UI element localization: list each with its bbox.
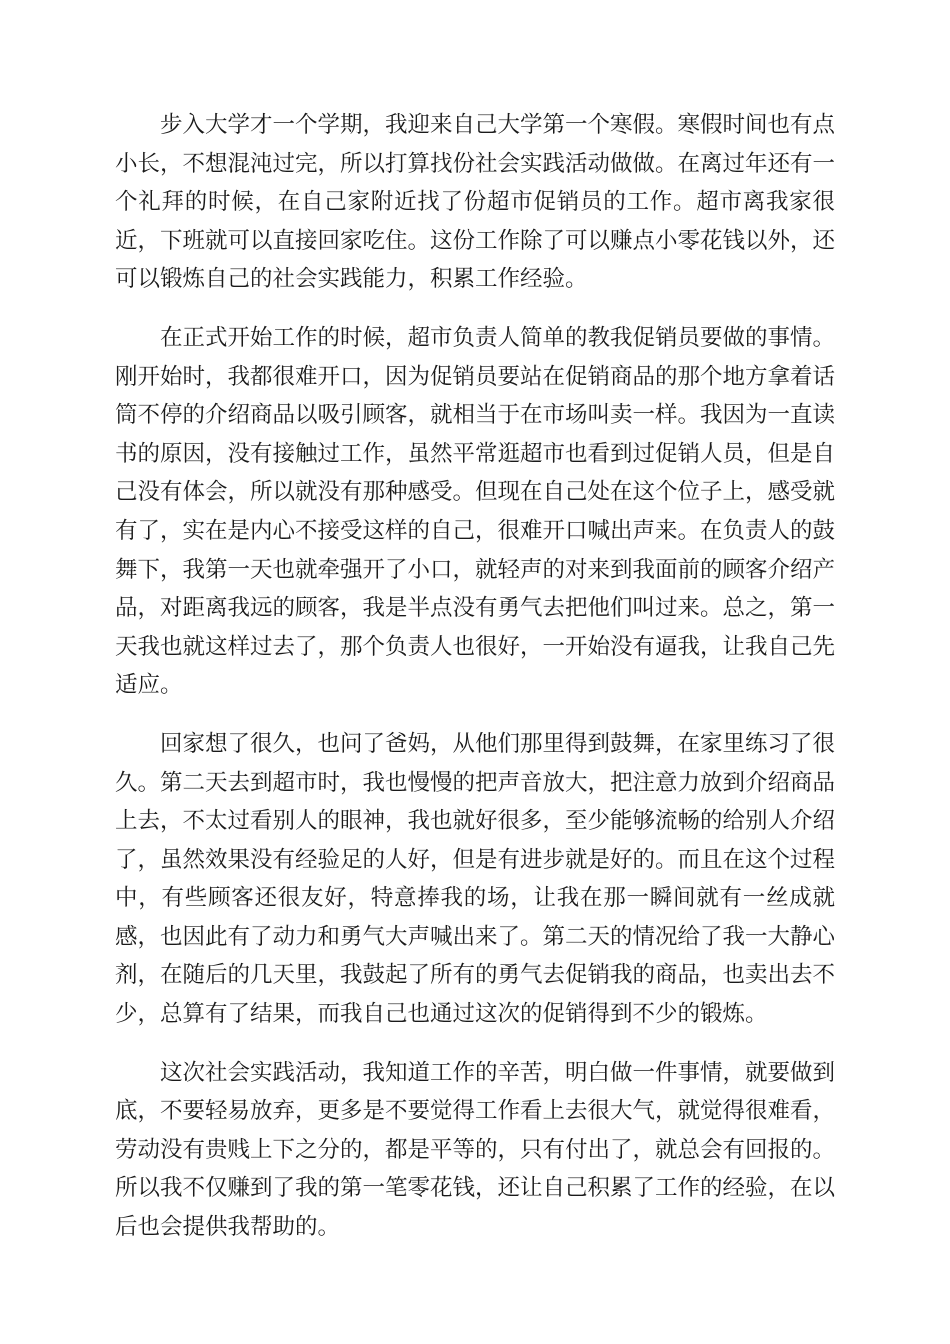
paragraph-1: 步入大学才一个学期，我迎来自己大学第一个寒假。寒假时间也有点小长，不想混沌过完，所以打算找份社会实践活动做做。在离过年还有一个礼拜的时候，在自己家附近找了份超市促销员的工作。超市离我家很近，下班就可以直接回家吃住。这份工作除了可以赚点小零花钱以外，还可以锻炼自己的社会实践能力，积累工作经验。 — [115, 112, 836, 293]
paragraph-2: 在正式开始工作的时候，超市负责人简单的教我促销员要做的事情。刚开始时，我都很难开口，因为促销员要站在促销商品的那个地方拿着话筒不停的介绍商品以吸引顾客，就相当于在市场叫卖一样。我因为一直读书的原因，没有接触过工作，虽然平常逛超市也看到过促销人员，但是自己没有体会，所以就没有那种感受。但现在自己处在这个位子上，感受就有了，实在是内心不接受这样的自己，很难开口喊出声来。在负责人的鼓舞下，我第一天也就牵强开了小口，就轻声的对来到我面前的顾客介绍产品，对距离我远的顾客，我是半点没有勇气去把他们叫过来。总之，第一天我也就这样过去了，那个负责人也很好，一开始没有逼我，让我自己先适应。 — [115, 324, 836, 699]
paragraph-3: 回家想了很久，也问了爸妈，从他们那里得到鼓舞，在家里练习了很久。第二天去到超市时，我也慢慢的把声音放大，把注意力放到介绍商品上去，不太过看别人的眼神，我也就好很多，至少能够流畅的给别人介绍了，虽然效果没有经验足的人好，但是有进步就是好的。而且在这个过程中，有些顾客还很友好，特意捧我的场，让我在那一瞬间就有一丝成就感，也因此有了动力和勇气大声喊出来了。第二天的情况给了我一大静心剂，在随后的几天里，我鼓起了所有的勇气去促销我的商品，也卖出去不少，总算有了结果，而我自己也通过这次的促销得到不少的锻炼。 — [115, 730, 836, 1028]
document-body — [115, 106, 835, 1267]
paragraph-4: 这次社会实践活动，我知道工作的辛苦，明白做一件事情，就要做到底，不要轻易放弃，更多是不要觉得工作看上去很大气，就觉得很难看，劳动没有贵贱上下之分的，都是平等的，只有付出了，就总会有回报的。所以我不仅赚到了我的第一笔零花钱，还让自己积累了工作的经验，在以后也会提供我帮助的。 — [115, 1059, 836, 1241]
